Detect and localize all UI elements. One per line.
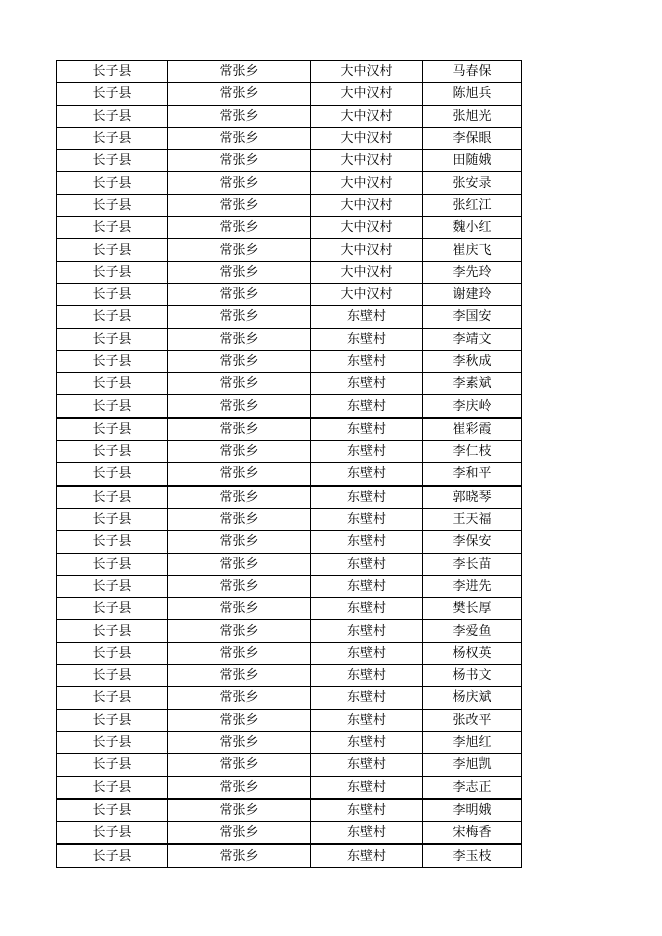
table-row (57, 553, 522, 575)
person-name-cell: 杨书文 (423, 665, 522, 687)
township-cell: 常张乡 (168, 306, 311, 328)
person-name-cell: 李明娥 (423, 799, 522, 822)
person-name-cell: 李旭凯 (423, 754, 522, 776)
table-row (57, 239, 522, 261)
person-name-cell: 李爱鱼 (423, 620, 522, 642)
village-cell: 大中汉村 (311, 261, 423, 283)
table-row (57, 822, 522, 845)
county-cell: 长子县 (57, 418, 168, 441)
table-row (57, 217, 522, 239)
table-row (57, 395, 522, 418)
table-row (57, 598, 522, 620)
village-cell: 东壁村 (311, 306, 423, 328)
township-cell: 常张乡 (168, 642, 311, 664)
village-cell: 东壁村 (311, 665, 423, 687)
table-body (57, 61, 522, 868)
person-name-cell: 宋梅香 (423, 822, 522, 845)
township-cell: 常张乡 (168, 172, 311, 194)
table-row (57, 575, 522, 597)
county-cell: 长子县 (57, 642, 168, 664)
village-cell: 大中汉村 (311, 150, 423, 172)
township-cell: 常张乡 (168, 508, 311, 530)
person-name-cell: 李志正 (423, 776, 522, 799)
person-name-cell: 张旭光 (423, 105, 522, 127)
person-name-cell: 李庆岭 (423, 395, 522, 418)
village-cell: 东壁村 (311, 731, 423, 753)
table-row (57, 61, 522, 83)
county-cell: 长子县 (57, 194, 168, 216)
table-row (57, 508, 522, 530)
county-cell: 长子县 (57, 598, 168, 620)
township-cell: 常张乡 (168, 83, 311, 105)
person-name-cell: 李玉枝 (423, 844, 522, 867)
county-cell: 长子县 (57, 575, 168, 597)
person-name-cell: 杨权英 (423, 642, 522, 664)
village-cell: 大中汉村 (311, 239, 423, 261)
person-name-cell: 李国安 (423, 306, 522, 328)
county-cell: 长子县 (57, 463, 168, 486)
person-name-cell: 李保安 (423, 531, 522, 553)
county-cell: 长子县 (57, 306, 168, 328)
township-cell: 常张乡 (168, 418, 311, 441)
person-name-cell: 张安录 (423, 172, 522, 194)
table-row (57, 776, 522, 799)
village-cell: 东壁村 (311, 799, 423, 822)
person-name-cell: 张红江 (423, 194, 522, 216)
village-cell: 大中汉村 (311, 83, 423, 105)
person-name-cell: 张改平 (423, 709, 522, 731)
village-cell: 东壁村 (311, 822, 423, 845)
township-cell: 常张乡 (168, 709, 311, 731)
township-cell: 常张乡 (168, 105, 311, 127)
county-cell: 长子县 (57, 83, 168, 105)
table-row (57, 486, 522, 509)
township-cell: 常张乡 (168, 463, 311, 486)
county-cell: 长子县 (57, 844, 168, 867)
township-cell: 常张乡 (168, 395, 311, 418)
county-cell: 长子县 (57, 486, 168, 509)
township-cell: 常张乡 (168, 261, 311, 283)
township-cell: 常张乡 (168, 150, 311, 172)
county-cell: 长子县 (57, 553, 168, 575)
table-row (57, 642, 522, 664)
table-row (57, 531, 522, 553)
county-cell: 长子县 (57, 799, 168, 822)
table-row (57, 709, 522, 731)
table-row (57, 620, 522, 642)
county-cell: 长子县 (57, 150, 168, 172)
village-cell: 东壁村 (311, 328, 423, 350)
county-cell: 长子县 (57, 217, 168, 239)
village-cell: 东壁村 (311, 350, 423, 372)
table-row (57, 373, 522, 395)
person-name-cell: 李旭红 (423, 731, 522, 753)
person-name-cell: 崔庆飞 (423, 239, 522, 261)
person-name-cell: 李靖文 (423, 328, 522, 350)
person-name-cell: 樊长厚 (423, 598, 522, 620)
township-cell: 常张乡 (168, 687, 311, 709)
village-cell: 东壁村 (311, 598, 423, 620)
person-name-cell: 李和平 (423, 463, 522, 486)
village-cell: 大中汉村 (311, 217, 423, 239)
table-row (57, 687, 522, 709)
table-row (57, 418, 522, 441)
table-row (57, 799, 522, 822)
township-cell: 常张乡 (168, 799, 311, 822)
person-name-cell: 郭晓琴 (423, 486, 522, 509)
village-cell: 大中汉村 (311, 172, 423, 194)
county-cell: 长子县 (57, 61, 168, 83)
table-row (57, 328, 522, 350)
township-cell: 常张乡 (168, 665, 311, 687)
county-cell: 长子县 (57, 283, 168, 305)
county-cell: 长子县 (57, 441, 168, 463)
person-name-cell: 陈旭兵 (423, 83, 522, 105)
township-cell: 常张乡 (168, 194, 311, 216)
county-cell: 长子县 (57, 105, 168, 127)
person-name-cell: 崔彩霞 (423, 418, 522, 441)
township-cell: 常张乡 (168, 217, 311, 239)
township-cell: 常张乡 (168, 822, 311, 845)
county-cell: 长子县 (57, 620, 168, 642)
table-row (57, 83, 522, 105)
county-cell: 长子县 (57, 239, 168, 261)
table-row (57, 150, 522, 172)
township-cell: 常张乡 (168, 373, 311, 395)
village-cell: 大中汉村 (311, 127, 423, 149)
township-cell: 常张乡 (168, 486, 311, 509)
township-cell: 常张乡 (168, 127, 311, 149)
village-cell: 东壁村 (311, 418, 423, 441)
township-cell: 常张乡 (168, 598, 311, 620)
township-cell: 常张乡 (168, 61, 311, 83)
village-cell: 东壁村 (311, 441, 423, 463)
person-name-cell: 李仁枝 (423, 441, 522, 463)
village-cell: 东壁村 (311, 395, 423, 418)
county-cell: 长子县 (57, 127, 168, 149)
village-cell: 大中汉村 (311, 283, 423, 305)
village-cell: 东壁村 (311, 754, 423, 776)
village-cell: 大中汉村 (311, 105, 423, 127)
township-cell: 常张乡 (168, 731, 311, 753)
person-name-cell: 田随娥 (423, 150, 522, 172)
township-cell: 常张乡 (168, 754, 311, 776)
table-row (57, 441, 522, 463)
table-row (57, 306, 522, 328)
county-cell: 长子县 (57, 172, 168, 194)
township-cell: 常张乡 (168, 776, 311, 799)
data-table (56, 60, 522, 868)
table-row (57, 731, 522, 753)
township-cell: 常张乡 (168, 575, 311, 597)
county-cell: 长子县 (57, 395, 168, 418)
table-row (57, 127, 522, 149)
table-row (57, 665, 522, 687)
table-row (57, 194, 522, 216)
county-cell: 长子县 (57, 373, 168, 395)
person-name-cell: 李先玲 (423, 261, 522, 283)
township-cell: 常张乡 (168, 441, 311, 463)
table-row (57, 463, 522, 486)
person-name-cell: 李秋成 (423, 350, 522, 372)
village-cell: 东壁村 (311, 508, 423, 530)
county-cell: 长子县 (57, 531, 168, 553)
person-name-cell: 马春保 (423, 61, 522, 83)
table-row (57, 105, 522, 127)
village-cell: 大中汉村 (311, 194, 423, 216)
county-cell: 长子县 (57, 665, 168, 687)
township-cell: 常张乡 (168, 844, 311, 867)
county-cell: 长子县 (57, 776, 168, 799)
county-cell: 长子县 (57, 822, 168, 845)
county-cell: 长子县 (57, 687, 168, 709)
county-cell: 长子县 (57, 731, 168, 753)
village-cell: 东壁村 (311, 575, 423, 597)
township-cell: 常张乡 (168, 553, 311, 575)
village-cell: 东壁村 (311, 776, 423, 799)
county-cell: 长子县 (57, 350, 168, 372)
township-cell: 常张乡 (168, 283, 311, 305)
village-cell: 东壁村 (311, 844, 423, 867)
person-name-cell: 王天福 (423, 508, 522, 530)
table-row (57, 283, 522, 305)
table-row (57, 844, 522, 867)
township-cell: 常张乡 (168, 620, 311, 642)
person-name-cell: 李长苗 (423, 553, 522, 575)
village-cell: 东壁村 (311, 620, 423, 642)
village-cell: 东壁村 (311, 709, 423, 731)
person-name-cell: 谢建玲 (423, 283, 522, 305)
village-cell: 东壁村 (311, 486, 423, 509)
village-cell: 东壁村 (311, 642, 423, 664)
county-cell: 长子县 (57, 261, 168, 283)
table-row (57, 172, 522, 194)
table-row (57, 350, 522, 372)
person-name-cell: 魏小红 (423, 217, 522, 239)
county-cell: 长子县 (57, 754, 168, 776)
township-cell: 常张乡 (168, 531, 311, 553)
township-cell: 常张乡 (168, 350, 311, 372)
county-cell: 长子县 (57, 508, 168, 530)
person-name-cell: 李保眼 (423, 127, 522, 149)
table-row (57, 754, 522, 776)
village-cell: 东壁村 (311, 373, 423, 395)
person-name-cell: 李素斌 (423, 373, 522, 395)
village-cell: 东壁村 (311, 463, 423, 486)
table-row (57, 261, 522, 283)
village-cell: 东壁村 (311, 687, 423, 709)
person-name-cell: 杨庆斌 (423, 687, 522, 709)
township-cell: 常张乡 (168, 328, 311, 350)
county-cell: 长子县 (57, 709, 168, 731)
county-cell: 长子县 (57, 328, 168, 350)
person-name-cell: 李进先 (423, 575, 522, 597)
village-cell: 东壁村 (311, 531, 423, 553)
township-cell: 常张乡 (168, 239, 311, 261)
village-cell: 东壁村 (311, 553, 423, 575)
village-cell: 大中汉村 (311, 61, 423, 83)
